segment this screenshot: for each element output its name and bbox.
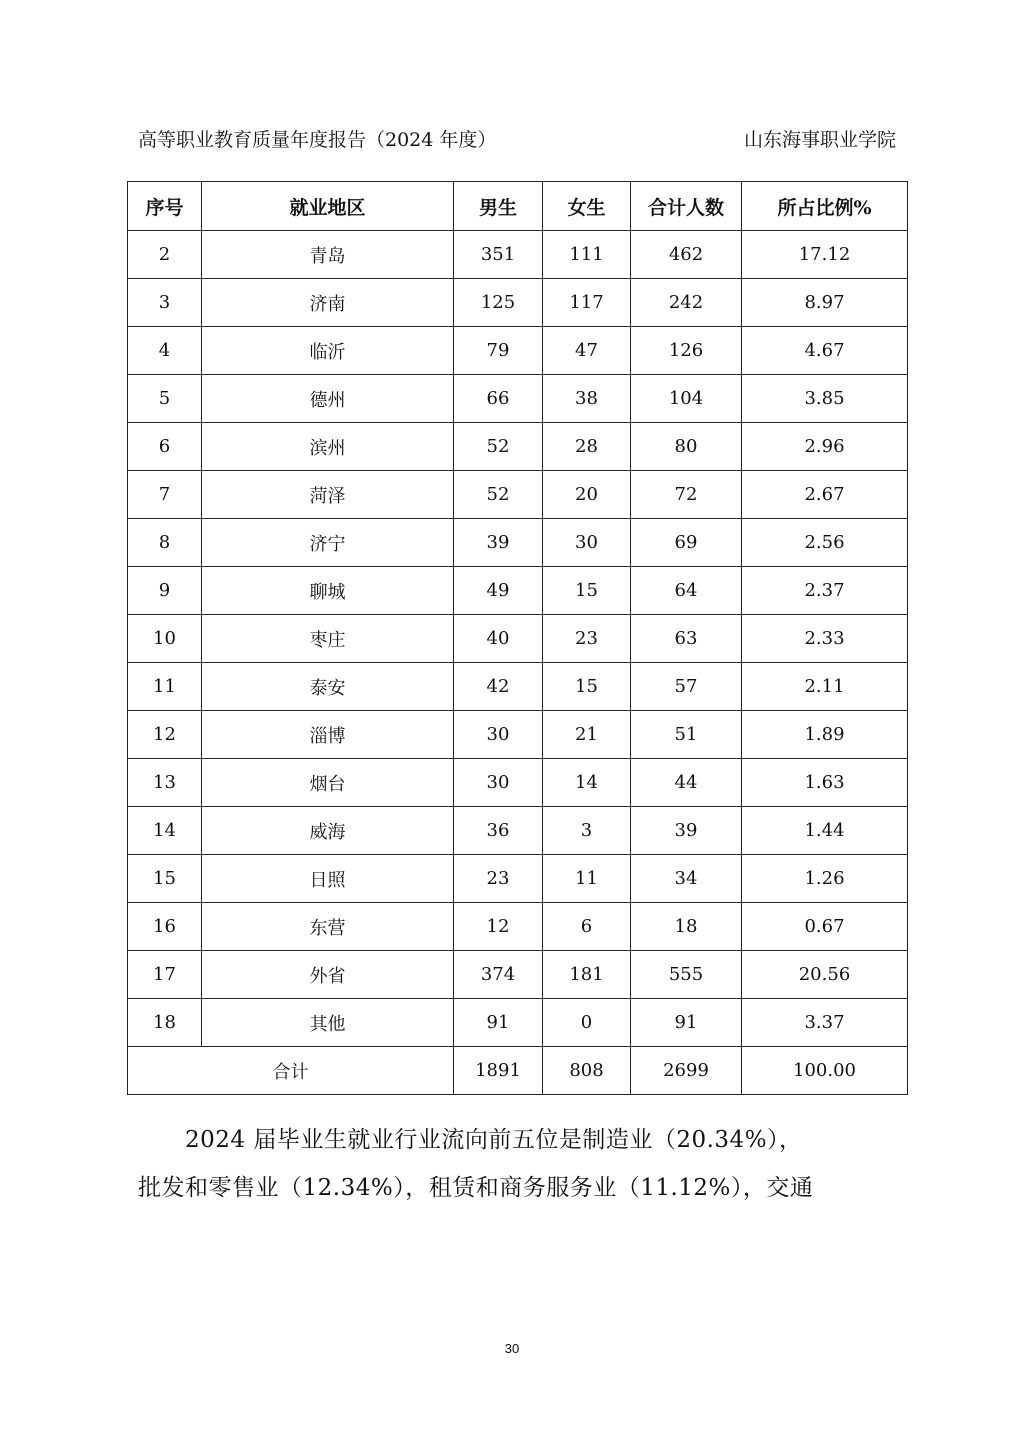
table-row	[128, 951, 908, 999]
table-row	[128, 471, 908, 519]
cell-total: 104	[631, 375, 742, 423]
cell-female: 20	[543, 471, 631, 519]
paragraph-line-1: 2024 届毕业生就业行业流向前五位是制造业（20.34%），	[138, 1127, 803, 1153]
cell-region: 济南	[202, 279, 454, 327]
cell-total: 51	[631, 711, 742, 759]
page-header	[138, 124, 896, 152]
total-female: 808	[543, 1047, 631, 1095]
cell-ratio: 2.56	[742, 519, 908, 567]
cell-index: 3	[128, 279, 202, 327]
employment-region-table	[127, 181, 908, 1095]
table-row	[128, 279, 908, 327]
cell-ratio: 2.11	[742, 663, 908, 711]
cell-region: 聊城	[202, 567, 454, 615]
cell-male: 52	[454, 423, 543, 471]
cell-total: 462	[631, 231, 742, 279]
cell-index: 15	[128, 855, 202, 903]
cell-region: 枣庄	[202, 615, 454, 663]
cell-region: 德州	[202, 375, 454, 423]
cell-female: 28	[543, 423, 631, 471]
cell-ratio: 3.85	[742, 375, 908, 423]
cell-ratio: 2.96	[742, 423, 908, 471]
total-count: 2699	[631, 1047, 742, 1095]
cell-male: 351	[454, 231, 543, 279]
cell-index: 8	[128, 519, 202, 567]
col-header-female: 女生	[543, 182, 631, 231]
table-row	[128, 663, 908, 711]
col-header-male: 男生	[454, 182, 543, 231]
cell-female: 0	[543, 999, 631, 1047]
cell-index: 17	[128, 951, 202, 999]
cell-total: 91	[631, 999, 742, 1047]
cell-region: 烟台	[202, 759, 454, 807]
cell-ratio: 1.44	[742, 807, 908, 855]
cell-total: 18	[631, 903, 742, 951]
cell-ratio: 1.26	[742, 855, 908, 903]
paragraph-line-2: 批发和零售业（12.34%），租赁和商务服务业（11.12%），交通	[138, 1175, 814, 1201]
cell-total: 63	[631, 615, 742, 663]
cell-male: 52	[454, 471, 543, 519]
table-row	[128, 855, 908, 903]
cell-total: 64	[631, 567, 742, 615]
cell-male: 374	[454, 951, 543, 999]
cell-female: 11	[543, 855, 631, 903]
cell-female: 30	[543, 519, 631, 567]
cell-total: 555	[631, 951, 742, 999]
cell-total: 39	[631, 807, 742, 855]
cell-index: 12	[128, 711, 202, 759]
cell-female: 6	[543, 903, 631, 951]
cell-region: 日照	[202, 855, 454, 903]
cell-index: 9	[128, 567, 202, 615]
table-row	[128, 903, 908, 951]
cell-region: 青岛	[202, 231, 454, 279]
col-header-ratio: 所占比例%	[742, 182, 908, 231]
cell-ratio: 2.37	[742, 567, 908, 615]
cell-index: 6	[128, 423, 202, 471]
cell-region: 威海	[202, 807, 454, 855]
cell-total: 34	[631, 855, 742, 903]
cell-region: 外省	[202, 951, 454, 999]
cell-male: 125	[454, 279, 543, 327]
cell-ratio: 17.12	[742, 231, 908, 279]
cell-male: 66	[454, 375, 543, 423]
cell-index: 2	[128, 231, 202, 279]
cell-female: 23	[543, 615, 631, 663]
cell-region: 淄博	[202, 711, 454, 759]
cell-female: 38	[543, 375, 631, 423]
cell-female: 111	[543, 231, 631, 279]
table-row	[128, 231, 908, 279]
cell-region: 滨州	[202, 423, 454, 471]
col-header-index: 序号	[128, 182, 202, 231]
cell-index: 18	[128, 999, 202, 1047]
table-header-row	[128, 182, 908, 231]
cell-region: 菏泽	[202, 471, 454, 519]
cell-index: 13	[128, 759, 202, 807]
cell-index: 5	[128, 375, 202, 423]
table-row	[128, 519, 908, 567]
cell-total: 80	[631, 423, 742, 471]
cell-total: 44	[631, 759, 742, 807]
cell-index: 11	[128, 663, 202, 711]
table-row	[128, 423, 908, 471]
cell-index: 14	[128, 807, 202, 855]
col-header-region: 就业地区	[202, 182, 454, 231]
header-school-name: 山东海事职业学院	[743, 128, 896, 151]
cell-male: 49	[454, 567, 543, 615]
cell-index: 16	[128, 903, 202, 951]
header-report-title: 高等职业教育质量年度报告（2024 年度）	[138, 128, 497, 151]
table-row	[128, 999, 908, 1047]
cell-region: 临沂	[202, 327, 454, 375]
table-row	[128, 375, 908, 423]
page-number: 30	[504, 1341, 520, 1356]
cell-total: 57	[631, 663, 742, 711]
cell-ratio: 3.37	[742, 999, 908, 1047]
cell-female: 15	[543, 567, 631, 615]
cell-male: 40	[454, 615, 543, 663]
cell-male: 91	[454, 999, 543, 1047]
cell-male: 79	[454, 327, 543, 375]
table-body	[128, 231, 908, 1047]
total-label: 合计	[128, 1047, 454, 1095]
cell-ratio: 4.67	[742, 327, 908, 375]
cell-female: 3	[543, 807, 631, 855]
cell-region: 济宁	[202, 519, 454, 567]
cell-ratio: 2.33	[742, 615, 908, 663]
table-row	[128, 615, 908, 663]
col-header-total: 合计人数	[631, 182, 742, 231]
cell-total: 72	[631, 471, 742, 519]
cell-total: 242	[631, 279, 742, 327]
cell-index: 10	[128, 615, 202, 663]
cell-female: 181	[543, 951, 631, 999]
cell-total: 126	[631, 327, 742, 375]
cell-female: 15	[543, 663, 631, 711]
cell-ratio: 0.67	[742, 903, 908, 951]
table-row	[128, 711, 908, 759]
table-row	[128, 327, 908, 375]
cell-male: 23	[454, 855, 543, 903]
table-total-row	[128, 1047, 908, 1095]
cell-ratio: 1.63	[742, 759, 908, 807]
cell-ratio: 2.67	[742, 471, 908, 519]
cell-region: 其他	[202, 999, 454, 1047]
cell-ratio: 8.97	[742, 279, 908, 327]
cell-female: 47	[543, 327, 631, 375]
cell-total: 69	[631, 519, 742, 567]
cell-male: 39	[454, 519, 543, 567]
cell-female: 21	[543, 711, 631, 759]
cell-male: 42	[454, 663, 543, 711]
cell-ratio: 1.89	[742, 711, 908, 759]
table-row	[128, 759, 908, 807]
cell-index: 7	[128, 471, 202, 519]
table-row	[128, 567, 908, 615]
cell-female: 117	[543, 279, 631, 327]
cell-region: 东营	[202, 903, 454, 951]
cell-female: 14	[543, 759, 631, 807]
total-ratio: 100.00	[742, 1047, 908, 1095]
total-male: 1891	[454, 1047, 543, 1095]
cell-ratio: 20.56	[742, 951, 908, 999]
cell-male: 12	[454, 903, 543, 951]
table-row	[128, 807, 908, 855]
cell-male: 30	[454, 759, 543, 807]
cell-male: 36	[454, 807, 543, 855]
cell-index: 4	[128, 327, 202, 375]
body-paragraph	[138, 1116, 898, 1212]
cell-male: 30	[454, 711, 543, 759]
cell-region: 泰安	[202, 663, 454, 711]
